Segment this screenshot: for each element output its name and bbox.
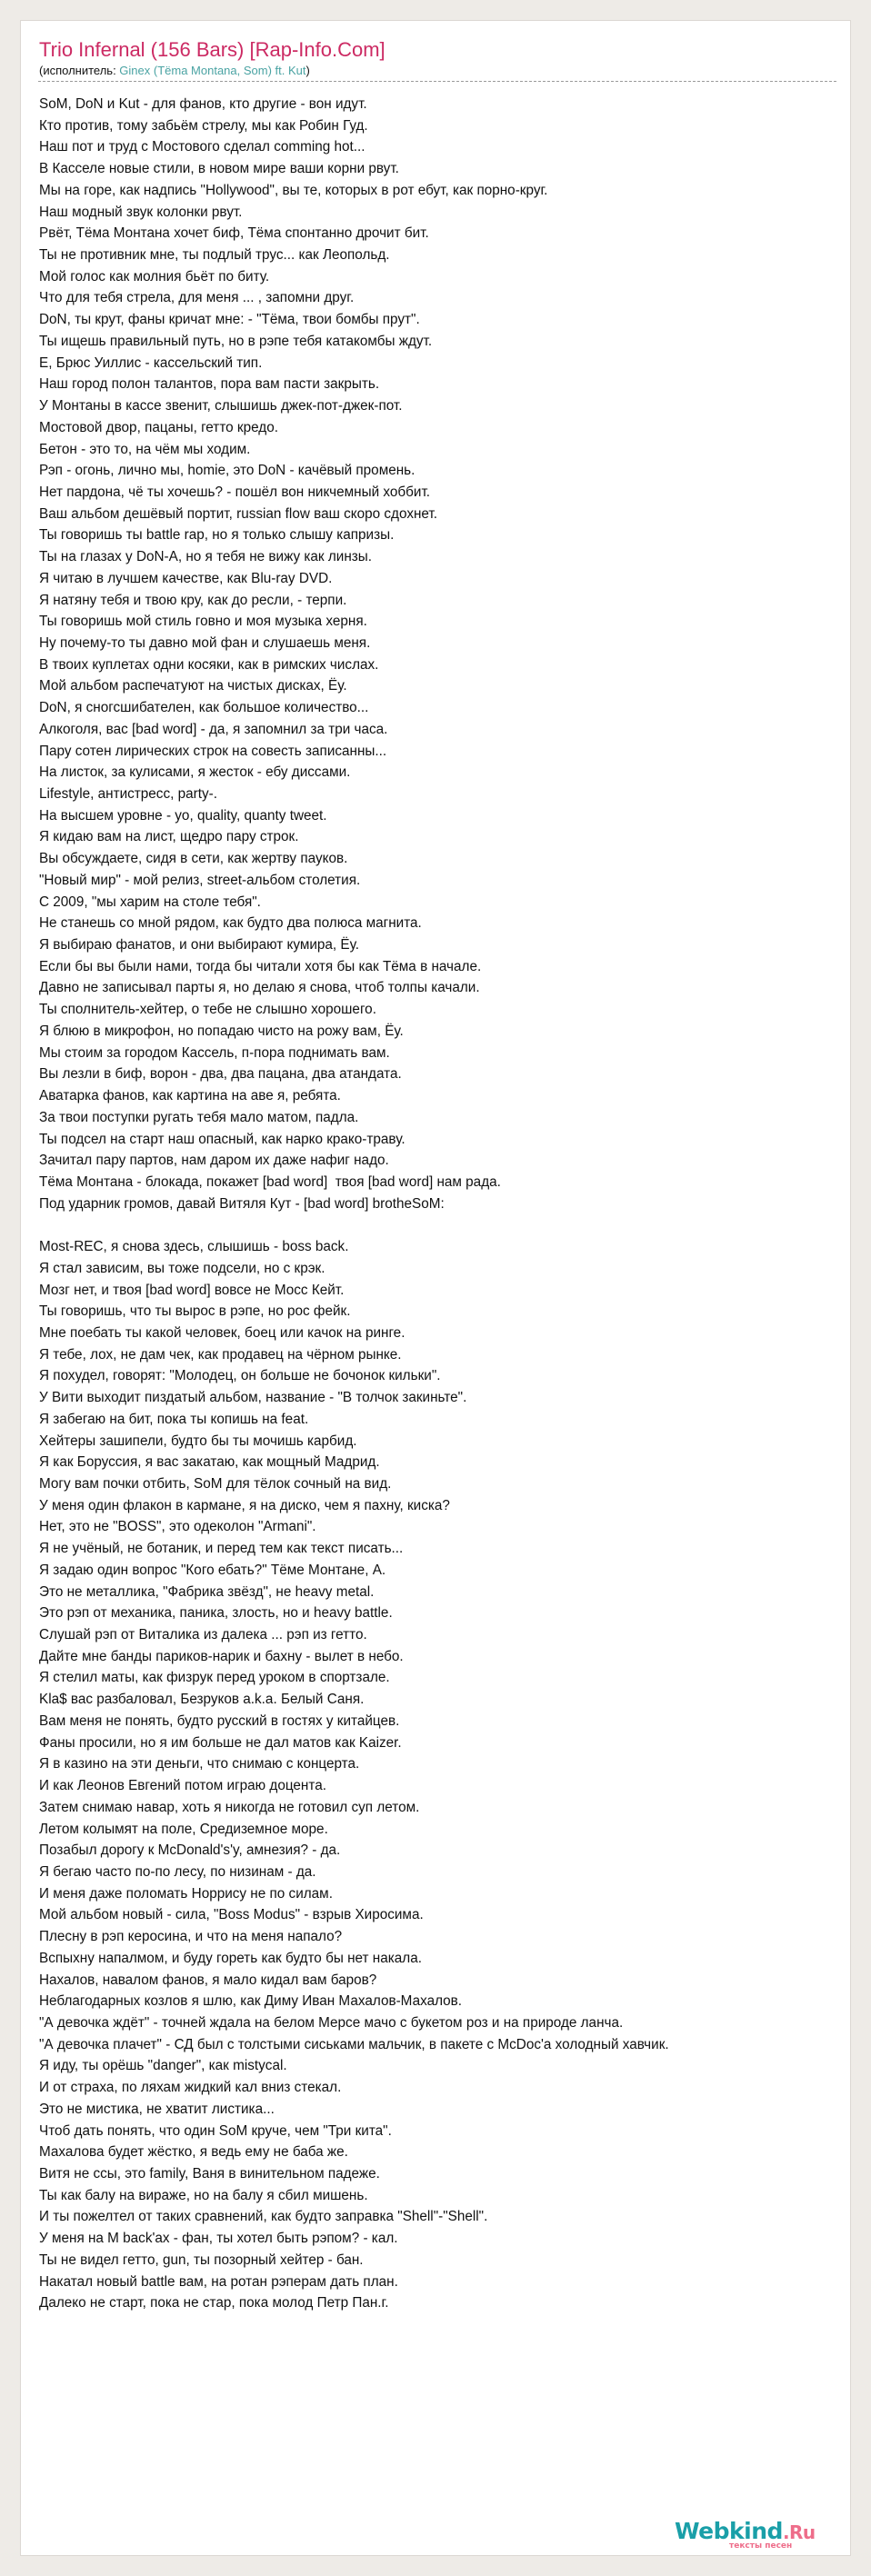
lyric-line: Ты как балу на вираже, но на балу я сбил мишень. xyxy=(39,2187,368,2203)
lyric-line: Слушай рэп от Виталика из далека ... рэп из гетто. xyxy=(39,1627,367,1643)
lyric-line: У Вити выходит пиздатый альбом, название - "В толчок закиньте". xyxy=(39,1390,467,1406)
lyric-line: Я бегаю часто по-по лесу, по низинам - да. xyxy=(39,1863,316,1880)
lyrics-body xyxy=(39,94,871,2314)
artist-line xyxy=(39,64,310,78)
lyric-line: Плесну в рэп керосина, и что на меня напало? xyxy=(39,1929,343,1945)
lyric-line: В твоих куплетах одни косяки, как в римских числах. xyxy=(39,656,379,673)
lyric-line: Мой голос как молния бьёт по биту. xyxy=(39,268,270,285)
lyric-line: Мне поебать ты какой человек, боец или качок на ринге. xyxy=(39,1324,405,1341)
logo-tld: .Ru xyxy=(782,2521,816,2543)
lyric-line: Мой альбом распечатуют на чистых дисках, Ёу. xyxy=(39,678,347,694)
lyric-line: Мостовой двор, пацаны, гетто кредо. xyxy=(39,419,278,435)
lyric-line: За твои поступки ругать тебя мало матом, падла. xyxy=(39,1109,359,1125)
lyric-line: Далеко не старт, пока не стар, пока молод Петр Пан.г. xyxy=(39,2295,389,2311)
lyric-line: Чтоб дать понять, что один SoM круче, чем "Три кита". xyxy=(39,2122,392,2139)
lyric-line: Махалова будет жёстко, я ведь ему не баба же. xyxy=(39,2144,348,2161)
lyric-line: Бетон - это то, на чём мы ходим. xyxy=(39,441,251,457)
lyric-line: Я стелил маты, как физрук перед уроком в спортзале. xyxy=(39,1670,390,1686)
artist-suffix: ) xyxy=(305,64,310,77)
lyric-line: Если бы вы были нами, тогда бы читали хотя бы как Тёма в начале. xyxy=(39,958,482,974)
lyric-line: Я в казино на эти деньги, что снимаю с концерта. xyxy=(39,1756,360,1772)
lyric-line: Ты говоришь, что ты вырос в рэпе, но рос фейк. xyxy=(39,1303,351,1320)
lyric-line: У меня на M back'ax - фан, ты хотел быть рэпом? - кал. xyxy=(39,2231,398,2247)
lyric-line: Нет пардона, чё ты хочешь? - пошёл вон никчемный хоббит. xyxy=(39,484,431,500)
lyric-line: У меня один флакон в кармане, я на диско, чем я пахну, киска? xyxy=(39,1497,450,1513)
lyric-line: Под ударник громов, давай Витяля Кут - [bad word] brotheSoM: xyxy=(39,1195,445,1212)
lyric-line: Ты сполнитель-хейтер, о тебе не слышно хорошего. xyxy=(39,1002,376,1018)
artist-prefix: (исполнитель: xyxy=(39,64,120,77)
lyric-line: Ваш альбом дешёвый портит, russian flow ваш скоро сдохнет. xyxy=(39,505,437,522)
lyric-line: И как Леонов Евгений потом играю доцента. xyxy=(39,1778,326,1794)
lyric-line: SoM, DoN и Kut - для фанов, кто другие - вон идут. xyxy=(39,96,367,112)
lyric-line: Вам меня не понять, будто русский в гостях у китайцев. xyxy=(39,1712,400,1729)
lyric-line: Фаны просили, но я им больше не дал матов как Kaizer. xyxy=(39,1734,402,1751)
lyric-line: Я кидаю вам на лист, щедро пару строк. xyxy=(39,829,299,845)
lyric-line: Ты ищешь правильный путь, но в рэпе тебя катакомбы ждут. xyxy=(39,333,433,349)
lyric-line: Я не учёный, не ботаник, и перед тем как текст писать... xyxy=(39,1541,404,1557)
lyric-line: И от страха, по ляхам жидкий кал вниз стекал. xyxy=(39,2080,342,2096)
lyric-line: Тёма Монтана - блокада, покажет [bad word] твоя [bad word] нам рада. xyxy=(39,1173,501,1190)
lyric-line: Я натяну тебя и твою кру, как до ресли, - терпи. xyxy=(39,592,347,608)
lyric-line: Вспыхну напалмом, и буду гореть как будто бы нет накала. xyxy=(39,1950,422,1966)
lyric-line: Мы на горе, как надпись "Hollywood", вы те, которых в рот ебут, как порно-круг. xyxy=(39,182,548,198)
lyric-line: Рвёт, Тёма Монтана хочет биф, Тёма спонтанно дрочит бит. xyxy=(39,225,429,242)
lyric-line: Ты говоришь мой стиль говно и моя музыка херня. xyxy=(39,614,367,630)
song-title: Trio Infernal (156 Bars) [Rap-Info.Com] xyxy=(39,38,385,61)
lyric-line: И меня даже поломать Норрису не по силам. xyxy=(39,1885,333,1902)
lyric-line: Рэп - огонь, лично мы, homie, это DoN - качёвый промень. xyxy=(39,463,415,479)
lyric-line: Затем снимаю навар, хоть я никогда не готовил суп летом. xyxy=(39,1799,420,1815)
logo-tagline: тексты песен xyxy=(729,2541,793,2551)
lyric-line: Нахалов, навалом фанов, я мало кидал вам баров? xyxy=(39,1972,377,1988)
lyric-line: Аватарка фанов, как картина на аве я, ребята. xyxy=(39,1088,341,1104)
lyric-line: Позабыл дорогу к McDonald's'y, амнезия? - да. xyxy=(39,1842,341,1859)
title-separator xyxy=(38,81,836,82)
lyric-line: DoN, ты крут, фаны кричат мне: - "Тёма, твои бомбы прут". xyxy=(39,312,420,328)
lyric-line: "Новый мир" - мой релиз, street-альбом столетия. xyxy=(39,872,361,888)
lyric-line: Наш город полон талантов, пора вам пасти закрыть. xyxy=(39,376,380,393)
lyric-line: Это не металлика, "Фабрика звёзд", не heavy metal. xyxy=(39,1583,375,1600)
lyric-line: С 2009, "мы харим на столе тебя". xyxy=(39,894,261,910)
lyric-line: Ты не противник мне, ты подлый трус... как Леопольд. xyxy=(39,247,390,264)
lyric-line: Ты на глазах у DoN-A, но я тебя не вижу как линзы. xyxy=(39,549,373,565)
lyric-line: Неблагодарных козлов я шлю, как Диму Иван Махалов-Махалов. xyxy=(39,1993,463,2010)
lyric-line: Я тебе, лох, не дам чек, как продавец на чёрном рынке. xyxy=(39,1346,402,1363)
lyric-line: Витя не ссы, это family, Ваня в винительном падеже. xyxy=(39,2166,380,2182)
lyric-line: Наш модный звук колонки рвут. xyxy=(39,204,243,220)
lyric-line: Хейтеры зашипели, будто бы ты мочишь карбид. xyxy=(39,1433,357,1449)
lyric-line: Нет, это не "BOSS", это одеколон "Armani". xyxy=(39,1519,316,1535)
lyric-line: На листок, за кулисами, я жесток - ебу диссами. xyxy=(39,764,351,781)
lyric-line: DoN, я сногсшибателен, как большое количество... xyxy=(39,700,369,716)
lyric-line: Могу вам почки отбить, SoM для тёлок сочный на вид. xyxy=(39,1476,392,1492)
song-card xyxy=(20,20,851,2556)
lyric-line: Я похудел, говорят: "Молодец, он больше не бочонок кильки". xyxy=(39,1368,441,1384)
lyric-line: И ты пожелтел от таких сравнений, как будто заправка "Shell"-"Shell". xyxy=(39,2209,488,2225)
lyric-line: Вы обсуждаете, сидя в сети, как жертву пауков. xyxy=(39,851,348,867)
logo-main-text: Webkind xyxy=(675,2518,783,2544)
lyric-line: Lifestyle, антистресс, party-. xyxy=(39,786,217,802)
lyric-line: Дайте мне банды париков-нарик и бахну - вылет в небо. xyxy=(39,1648,404,1664)
lyric-line: В Касселе новые стили, в новом мире ваши корни рвут. xyxy=(39,161,399,177)
lyric-line: На высшем уровне - yo, quality, quanty tweet. xyxy=(39,807,327,824)
lyric-line: Это рэп от механика, паника, злость, но и heavy battle. xyxy=(39,1605,393,1622)
lyric-line: Я задаю один вопрос "Кого ебать?" Тёме Монтане, А. xyxy=(39,1562,386,1578)
lyric-line: Не станешь со мной рядом, как будто два полюса магнита. xyxy=(39,915,422,932)
lyric-line: Я забегаю на бит, пока ты копишь на feat. xyxy=(39,1411,309,1427)
lyric-line: Это не мистика, не хватит листика... xyxy=(39,2101,275,2117)
lyric-line: Most-REC, я снова здесь, слышишь - boss back. xyxy=(39,1239,349,1255)
lyric-line: Мы стоим за городом Кассель, п-пора поднимать вам. xyxy=(39,1044,390,1061)
lyric-line: "А девочка плачет" - СД был с толстыми сиськами мальчик, в пакете с McDoc'a холодный хавчик. xyxy=(39,2036,669,2052)
lyric-line: Кто против, тому забьём стрелу, мы как Робин Гуд. xyxy=(39,117,368,134)
lyric-line: Я блюю в микрофон, но попадаю чисто на рожу вам, Ёу. xyxy=(39,1023,404,1039)
lyric-line: Ну почему-то ты давно мой фан и слушаешь меня. xyxy=(39,634,371,651)
lyric-line: Пару сотен лирических строк на совесть записанны... xyxy=(39,743,387,759)
lyric-line: Накатал новый battle вам, на ротан рэперам дать план. xyxy=(39,2273,398,2290)
lyric-line: Мозг нет, и твоя [bad word] вовсе не Мосс Кейт. xyxy=(39,1282,345,1298)
lyric-line: Я выбираю фанатов, и они выбирают кумира, Ёу. xyxy=(39,937,360,954)
lyric-line: Ты подсел на старт наш опасный, как нарко крако-траву. xyxy=(39,1131,405,1147)
lyric-line: Вы лезли в биф, ворон - два, два пацана, два атандата. xyxy=(39,1066,402,1083)
lyric-line: Я как Боруссия, я вас закатаю, как мощный Мадрид. xyxy=(39,1454,380,1471)
lyric-line: Е, Брюс Уиллис - кассельский тип. xyxy=(39,354,263,371)
lyric-line: У Монтаны в кассе звенит, слышишь джек-пот-джек-пот. xyxy=(39,398,403,414)
lyric-line: Что для тебя стрела, для меня ... , запомни друг. xyxy=(39,290,355,306)
site-logo[interactable] xyxy=(675,2519,838,2555)
lyric-line: "А девочка ждёт" - точней ждала на белом Мерсе мачо с букетом роз и на природе ланча. xyxy=(39,2014,624,2031)
lyric-line: Ты говоришь ты battle rap, но я только слышу капризы. xyxy=(39,527,395,544)
lyric-line: Давно не записывал парты я, но делаю я снова, чтоб толпы качали. xyxy=(39,980,480,996)
lyric-line: Ты не видел гетто, gun, ты позорный хейтер - бан. xyxy=(39,2252,364,2268)
lyric-line: Зачитал пару партов, нам даром их даже нафиг надо. xyxy=(39,1153,389,1169)
lyric-line: Летом колымят на поле, Средиземное море. xyxy=(39,1821,328,1837)
lyric-line: Алкоголя, вас [bad word] - да, я запомнил за три часа. xyxy=(39,721,388,737)
lyric-line: Я стал зависим, вы тоже подсели, но с крэк. xyxy=(39,1260,325,1276)
lyric-line: Я иду, ты орёшь "danger", как mistycal. xyxy=(39,2058,287,2074)
lyric-line: Наш пот и труд с Мостового сделал comming hot... xyxy=(39,139,365,155)
lyric-line: Я читаю в лучшем качестве, как Blu-ray DVD. xyxy=(39,570,333,586)
artist-link[interactable]: Ginex (Tёma Montana, Som) ft. Kut xyxy=(119,64,306,77)
lyric-line xyxy=(39,1214,871,1236)
lyric-line: Мой альбом новый - сила, "Boss Modus" - взрыв Хиросима. xyxy=(39,1907,424,1923)
lyric-line: Kla$ вас разбаловал, Безруков a.k.a. Белый Саня. xyxy=(39,1692,365,1708)
